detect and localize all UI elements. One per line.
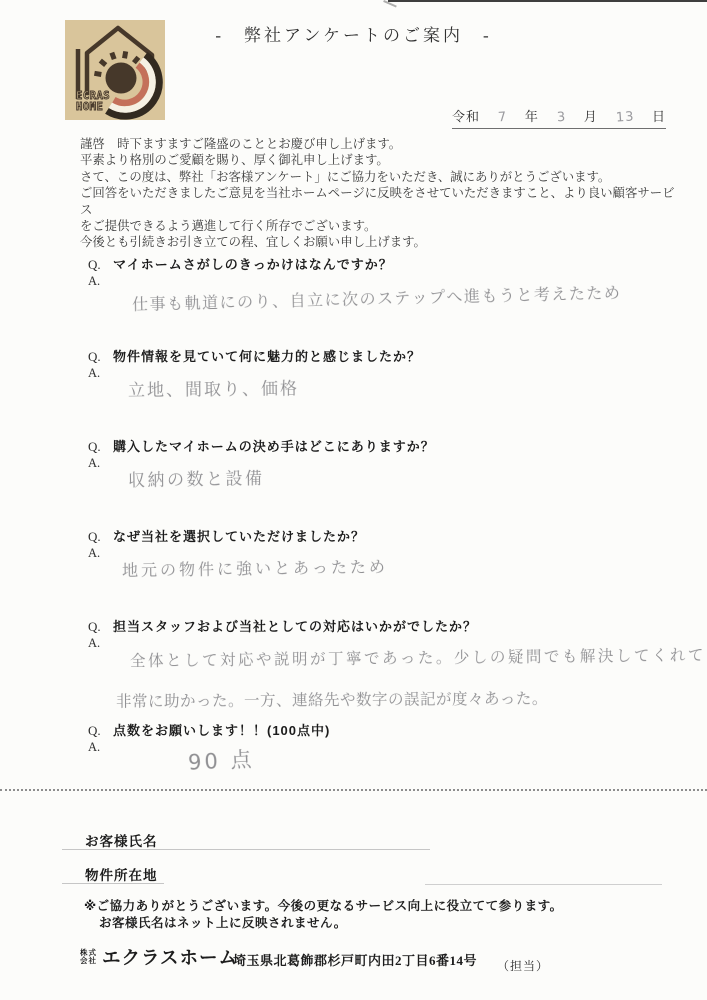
question-text: なぜ当社を選択していただけましたか？ xyxy=(113,529,366,544)
greeting-line: 謹啓 時下ますますご隆盛のこととお慶び申し上げます。 xyxy=(80,137,402,151)
a-label: A. xyxy=(88,546,101,560)
q-label: Q. xyxy=(88,257,101,272)
company-prefix-bottom: 会社 xyxy=(80,956,97,965)
dotted-separator xyxy=(0,789,707,791)
a-label: A. xyxy=(88,366,101,380)
property-location-blank-line xyxy=(62,883,164,884)
question-row xyxy=(88,254,698,273)
month-label: 月 xyxy=(583,109,598,124)
greeting-paragraph xyxy=(80,136,685,251)
day-label: 日 xyxy=(651,109,666,124)
question-block-1 xyxy=(88,254,698,314)
question-row xyxy=(88,616,698,635)
question-block-4 xyxy=(88,526,698,580)
question-text: 物件情報を見ていて何に魅力的と感じましたか？ xyxy=(113,349,422,364)
company-address: 埼玉県北葛飾郡杉戸町内田2丁目6番14号 xyxy=(233,953,478,968)
q-label: Q. xyxy=(88,439,101,454)
a-label: A. xyxy=(88,274,101,288)
handwritten-answer: 仕事も軌道にのり、自立に次のステップへ進もうと考えたため xyxy=(131,283,622,314)
handwritten-answer: 全体として対応や説明が丁寧であった。少しの疑問でも解決してくれて xyxy=(129,645,706,671)
year-label: 年 xyxy=(524,109,539,124)
a-label: A. xyxy=(88,740,101,754)
question-row xyxy=(88,436,698,455)
date-line xyxy=(452,106,666,129)
handwritten-month: 3 xyxy=(556,109,567,126)
greeting-line: 平素より格別のご愛顧を賜り、厚く御礼申し上げます。 xyxy=(80,153,389,168)
staff-label: （担当） xyxy=(497,959,550,973)
logo-text-line1: ECRAS xyxy=(76,90,111,102)
company-prefix xyxy=(80,949,97,965)
question-block-6 xyxy=(88,720,698,775)
greeting-line: 今後とも引続きお引き立ての程、宜しくお願い申し上げます。 xyxy=(80,235,426,250)
thanks-note-line1: ※ご協力ありがとうございます。今後の更なるサービス向上に役立てて参ります。 xyxy=(84,899,563,913)
customer-name-label: お客様氏名 xyxy=(85,834,158,849)
property-location-label: 物件所在地 xyxy=(85,868,158,883)
handwritten-answer: 収納の数と設備 xyxy=(127,468,265,492)
q-label: Q. xyxy=(88,529,101,544)
greeting-line: ご回答をいただきましたご意見を当社ホームページに反映をさせていただきますこと、より良い顧客サービス xyxy=(80,186,675,217)
a-label: A. xyxy=(88,636,101,650)
thanks-note-line2: お客様氏名はネット上に反映されません。 xyxy=(99,916,347,930)
company-prefix-top: 株式 xyxy=(80,948,97,957)
greeting-line: さて、この度は、弊社「お客様アンケート」にご協力をいただき、誠にありがとうございます。 xyxy=(80,169,611,184)
question-text: 購入したマイホームの決め手はどこにありますか？ xyxy=(113,439,435,454)
customer-name-blank-line xyxy=(62,849,430,850)
handwritten-day: 13 xyxy=(615,109,635,126)
era-label: 令和 xyxy=(452,109,481,124)
handwritten-answer: 非常に助かった。一方、連絡先や数字の誤記が度々あった。 xyxy=(115,689,548,711)
handwritten-answer: 地元の物件に強いとあったため xyxy=(121,557,388,580)
q-label: Q. xyxy=(88,619,101,634)
page-title: - 弊社アンケートのご案内 - xyxy=(215,26,492,45)
greeting-line: をご提供できるよう邁進して行く所存でございます。 xyxy=(80,219,377,234)
q-label: Q. xyxy=(88,723,101,738)
handwritten-score: 90 点 xyxy=(187,747,256,775)
handwritten-answer: 立地、間取り、価格 xyxy=(127,379,300,401)
question-block-5 xyxy=(88,616,706,711)
question-text: 担当スタッフおよび当社としての対応はいかがでしたか？ xyxy=(113,619,478,634)
question-row xyxy=(88,720,698,739)
question-block-2 xyxy=(88,346,698,401)
company-name: エクラスホーム xyxy=(102,947,238,968)
question-block-3 xyxy=(88,436,698,492)
question-row xyxy=(88,526,698,545)
property-location-blank-line-right xyxy=(425,884,662,885)
question-row xyxy=(88,346,698,365)
question-text: 点数をお願いします！！(100点中) xyxy=(113,723,331,738)
handwritten-year: 7 xyxy=(497,109,508,126)
scan-artifact-line xyxy=(388,0,707,2)
a-label: A. xyxy=(88,456,101,470)
question-text: マイホームさがしのきっかけはなんですか？ xyxy=(113,257,393,272)
q-label: Q. xyxy=(88,349,101,364)
logo-text-line2: HOME xyxy=(76,101,104,113)
